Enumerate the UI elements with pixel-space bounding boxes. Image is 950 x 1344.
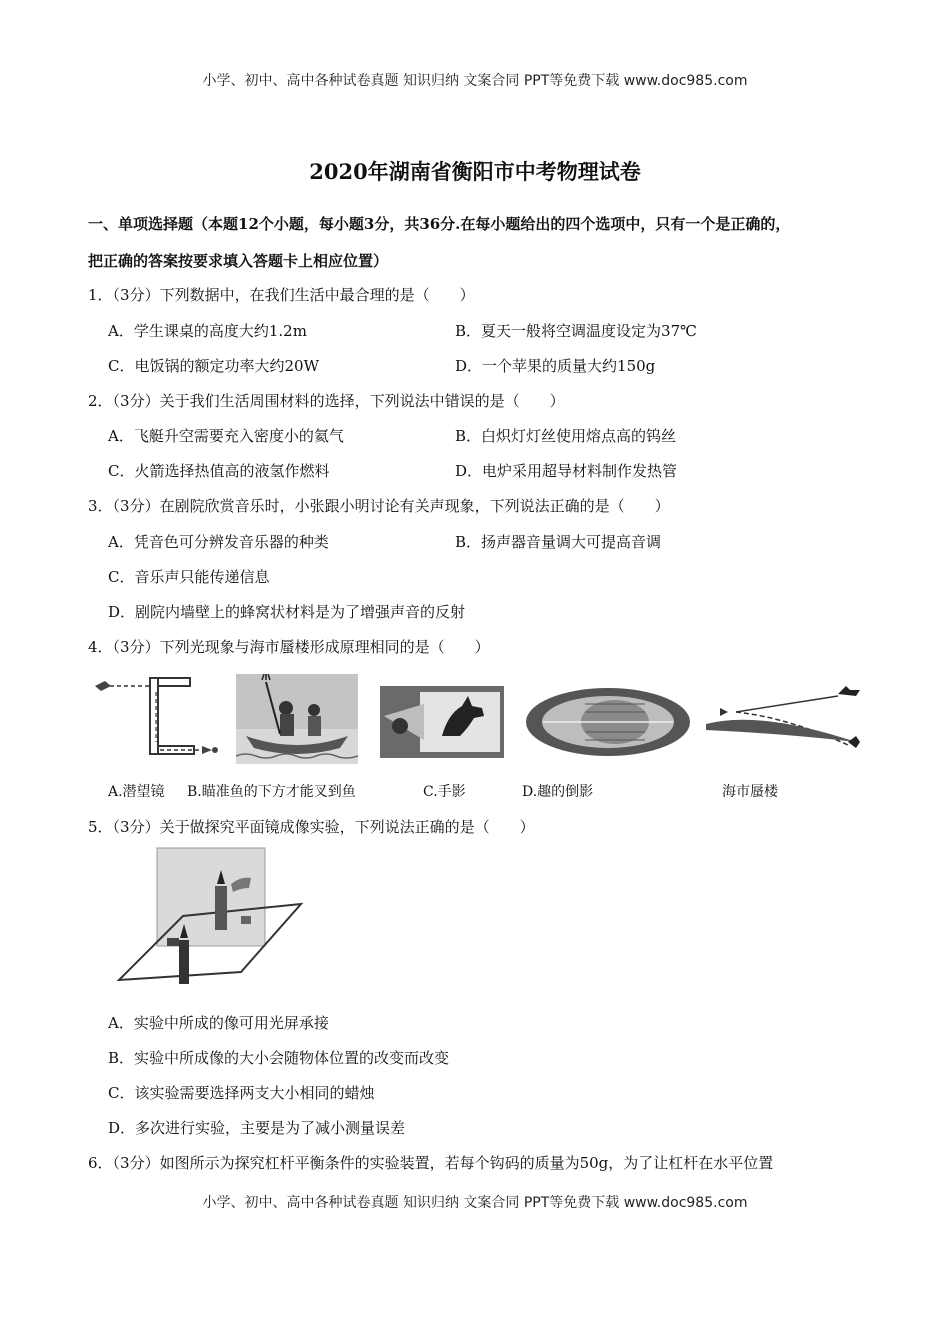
fishing-boat-illustration: [236, 674, 358, 764]
question-1-option-b: B．夏天一般将空调温度设定为37℃: [455, 322, 697, 340]
figure-caption-d: D.趣的倒影: [522, 784, 594, 800]
question-5-option-b: B．实验中所成像的大小会随物体位置的改变而改变: [108, 1049, 450, 1067]
question-2-option-d: D．电炉采用超导材料制作发热管: [455, 462, 678, 480]
question-2-option-b: B．白炽灯灯丝使用熔点高的钨丝: [455, 427, 677, 445]
question-3-option-d: D．剧院内墙壁上的蜂窝状材料是为了增强声音的反射: [108, 603, 466, 621]
question-1-option-a: A．学生课桌的高度大约1.2m: [108, 322, 307, 340]
hand-shadow-illustration: [380, 686, 504, 758]
figure-caption-c: C.手影: [423, 784, 466, 800]
question-5-stem: 5．（3分）关于做探究平面镜成像实验，下列说法正确的是（ ）: [88, 818, 535, 836]
plane-mirror-experiment-illustration: [115, 846, 305, 986]
question-3-option-c: C．音乐声只能传递信息: [108, 568, 270, 586]
question-1-stem: 1．（3分）下列数据中，在我们生活中最合理的是（ ）: [88, 286, 475, 304]
question-3-stem: 3．（3分）在剧院欣赏音乐时，小张跟小明讨论有关声现象，下列说法正确的是（ ）: [88, 497, 670, 515]
question-3-option-b: B．扬声器音量调大可提高音调: [455, 533, 662, 551]
reflection-illustration: [523, 686, 693, 758]
figure-caption-a: A.潜望镜: [108, 784, 165, 800]
page-header: 小学、初中、高中各种试卷真题 知识归纳 文案合同 PPT等免费下载 www.doc985.com: [202, 73, 748, 89]
question-3-option-a: A．凭音色可分辨发音乐器的种类: [108, 533, 329, 551]
figure-caption-mirage: 海市蜃楼: [722, 784, 778, 800]
question-6-stem: 6．（3分）如图所示为探究杠杆平衡条件的实验装置，若每个钩码的质量为50g，为了让杠杆在水平位置: [88, 1154, 774, 1172]
page-footer: 小学、初中、高中各种试卷真题 知识归纳 文案合同 PPT等免费下载 www.doc985.com: [202, 1195, 748, 1211]
section-heading-line2: 把正确的答案按要求填入答题卡上相应位置）: [88, 252, 389, 270]
question-5-option-d: D．多次进行实验，主要是为了减小测量误差: [108, 1119, 406, 1137]
question-2-option-a: A．飞艇升空需要充入密度小的氦气: [108, 427, 344, 445]
question-5-option-a: A．实验中所成的像可用光屏承接: [108, 1014, 329, 1032]
periscope-illustration: [90, 672, 220, 764]
question-2-stem: 2．（3分）关于我们生活周围材料的选择，下列说法中错误的是（ ）: [88, 392, 565, 410]
page-title: 2020年湖南省衡阳市中考物理试卷: [309, 159, 641, 184]
question-4-stem: 4．（3分）下列光现象与海市蜃楼形成原理相同的是（ ）: [88, 638, 490, 656]
figure-caption-b: B.瞄准鱼的下方才能叉到鱼: [187, 784, 356, 800]
mirage-illustration: [700, 680, 864, 760]
section-heading-line1: 一、单项选择题（本题12个小题，每小题3分，共36分.在每小题给出的四个选项中，只有一个是正确的，: [88, 215, 791, 233]
question-1-option-d: D．一个苹果的质量大约150g: [455, 357, 656, 375]
question-2-option-c: C．火箭选择热值高的液氢作燃料: [108, 462, 330, 480]
question-5-option-c: C．该实验需要选择两支大小相同的蜡烛: [108, 1084, 375, 1102]
question-1-option-c: C．电饭锅的额定功率大约20W: [108, 357, 319, 375]
